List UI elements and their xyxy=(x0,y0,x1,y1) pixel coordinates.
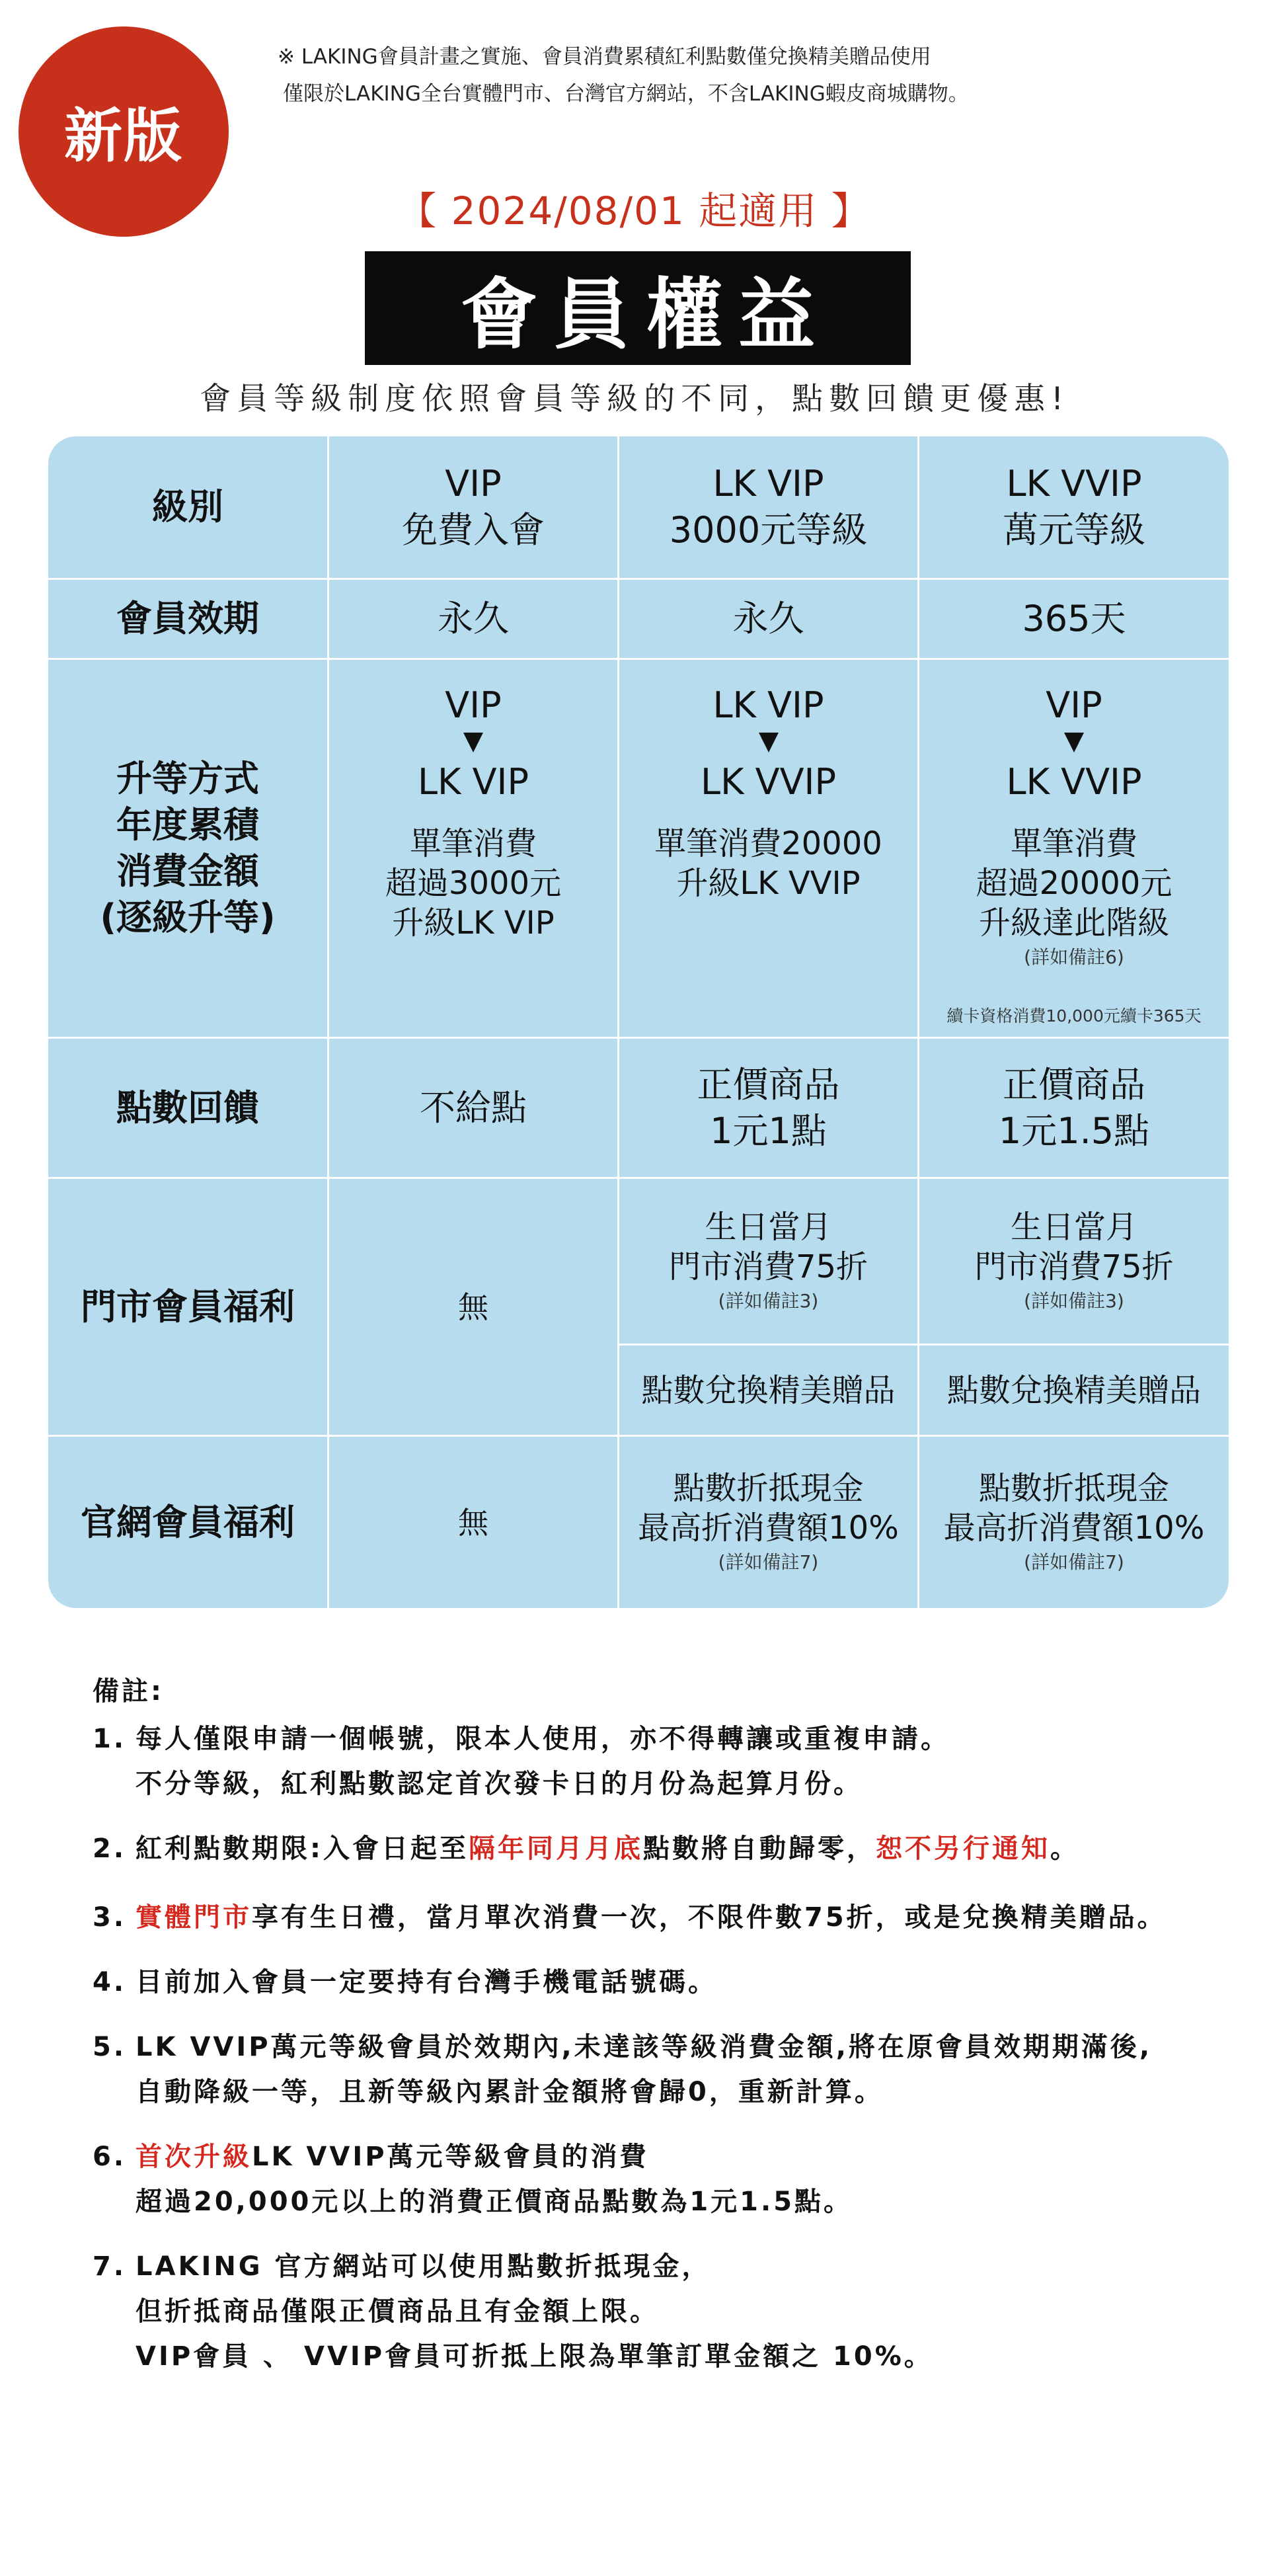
web-vip xyxy=(329,1437,617,1608)
note-number: 2. xyxy=(93,1833,127,1864)
web-lkvip xyxy=(619,1437,917,1608)
store-lkvvip-note: (詳如備註3) xyxy=(1024,1289,1124,1312)
note-7-line-2: 但折抵商品僅限正價商品且有金額上限。 xyxy=(135,2296,659,2327)
row-label-level xyxy=(48,436,327,578)
store-lkvvip-gift xyxy=(919,1346,1229,1435)
upgrade-lkvip-desc-2: 升級LK VVIP xyxy=(676,865,861,902)
upgrade-lkvvip-to: LK VVIP xyxy=(1006,761,1142,803)
header-lkvip xyxy=(619,436,917,578)
note-number: 3. xyxy=(93,1902,127,1933)
note-6-line-1 xyxy=(93,2134,1229,2179)
store-vip-value: 無 xyxy=(458,1289,488,1325)
row-label-web xyxy=(48,1437,327,1608)
row-label-validity xyxy=(48,580,327,658)
note-6-highlight: 首次升級 xyxy=(135,2142,252,2172)
header-lkvip-name: LK VIP xyxy=(712,463,824,504)
upgrade-lkvip-from: LK VIP xyxy=(712,684,824,726)
header-lkvvip-desc: 萬元等級 xyxy=(1003,509,1145,551)
note-2-part-e: 。 xyxy=(1050,1833,1079,1864)
note-3 xyxy=(93,1895,1229,1940)
validity-vip-value: 永久 xyxy=(438,598,509,639)
validity-lkvip xyxy=(619,580,917,658)
upgrade-lkvvip xyxy=(919,660,1229,1037)
note-6-line-2: 超過20,000元以上的消費正價商品點數為1元1.5點。 xyxy=(135,2187,853,2217)
upgrade-lkvvip-desc-2: 超過20000元 xyxy=(976,865,1173,902)
note-1-line-1: 每人僅限申請一個帳號，限本人使用，亦不得轉讓或重複申請。 xyxy=(135,1724,950,1754)
web-lkvvip-line-1: 點數折抵現金 xyxy=(978,1469,1169,1507)
web-lkvvip-note: (詳如備註7) xyxy=(1024,1550,1124,1573)
header-lkvvip xyxy=(919,436,1229,578)
upgrade-vip-desc-3: 升級LK VIP xyxy=(392,905,555,942)
store-lkvip-note: (詳如備註3) xyxy=(718,1289,819,1312)
upgrade-vip-to: LK VIP xyxy=(417,761,529,803)
page-title-box xyxy=(365,251,911,365)
note-3-highlight: 實體門市 xyxy=(135,1902,252,1933)
upgrade-label-3: 消費金額 xyxy=(116,850,259,892)
store-lkvvip xyxy=(919,1179,1229,1344)
note-3-part-b: 享有生日禮，當月單次消費一次，不限件數75折，或是兌換精美贈品。 xyxy=(252,1902,1167,1933)
validity-lkvip-value: 永久 xyxy=(732,598,804,639)
note-2 xyxy=(93,1826,1229,1871)
note-number: 4. xyxy=(93,1967,127,1997)
renew-note: 續卡資格消費10,000元續卡365天 xyxy=(946,1006,1202,1026)
upgrade-lkvvip-desc-1: 單筆消費 xyxy=(1010,825,1137,862)
web-lkvip-line-1: 點數折抵現金 xyxy=(673,1469,864,1507)
upgrade-vip-desc-2: 超過3000元 xyxy=(385,865,562,902)
store-vip xyxy=(329,1179,617,1435)
points-lkvvip-line-2: 1元1.5點 xyxy=(998,1109,1150,1152)
note-1 xyxy=(93,1716,1229,1806)
upgrade-vip xyxy=(329,660,617,1037)
web-lkvvip xyxy=(919,1437,1229,1608)
note-1-line-2: 不分等級，紅利點數認定首次發卡日的月份為起算月份。 xyxy=(135,1769,863,1799)
header-vip-name: VIP xyxy=(445,463,502,504)
note-2-line-1 xyxy=(93,1826,1229,1871)
row-label-points xyxy=(48,1039,327,1177)
upgrade-lkvvip-from: VIP xyxy=(1046,684,1102,726)
header-vip xyxy=(329,436,617,578)
store-lkvvip-line-2: 門市消費75折 xyxy=(974,1248,1174,1285)
web-vip-value: 無 xyxy=(458,1504,488,1541)
store-label: 門市會員福利 xyxy=(81,1285,295,1328)
note-4-line-1: 目前加入會員一定要持有台灣手機電話號碼。 xyxy=(135,1967,717,1997)
points-label: 點數回饋 xyxy=(116,1086,259,1129)
web-lkvip-line-2: 最高折消費額10% xyxy=(638,1509,899,1547)
membership-table xyxy=(48,436,1229,1608)
arrow-down-icon xyxy=(1064,733,1084,752)
note-6-part-b: LK VVIP萬元等級會員的消費 xyxy=(252,2142,649,2172)
note-number: 7. xyxy=(93,2251,127,2282)
store-lkvip-line-2: 門市消費75折 xyxy=(668,1248,868,1285)
note-6 xyxy=(93,2134,1229,2224)
note-2-highlight-b: 隔年同月月底 xyxy=(469,1833,643,1864)
level-label: 級別 xyxy=(152,486,223,528)
top-note-line-1: ※ LAKING會員計畫之實施、會員消費累積紅利點數僅兌換精美贈品使用 xyxy=(278,45,931,69)
arrow-down-icon xyxy=(759,733,779,752)
note-3-line-1 xyxy=(93,1895,1229,1940)
points-vip-value: 不給點 xyxy=(420,1086,527,1129)
row-label-upgrade xyxy=(48,660,327,1037)
note-2-part-c: 點數將自動歸零， xyxy=(643,1833,876,1864)
header-vip-desc: 免費入會 xyxy=(402,509,545,551)
points-lkvip xyxy=(619,1039,917,1177)
upgrade-lkvvip-note: (詳如備註6) xyxy=(1024,946,1124,968)
store-lkvip xyxy=(619,1179,917,1344)
upgrade-lkvip-to: LK VVIP xyxy=(700,761,837,803)
note-7-line-3: VIP會員 、 VVIP會員可折抵上限為單筆訂單金額之 10%。 xyxy=(135,2341,933,2372)
upgrade-vip-desc-1: 單筆消費 xyxy=(409,825,537,862)
header-lkvvip-name: LK VVIP xyxy=(1006,463,1142,504)
upgrade-lkvvip-desc-3: 升級達此階級 xyxy=(978,905,1169,942)
effective-date: 【 2024/08/01 起適用 】 xyxy=(398,188,871,233)
store-lkvip-line-1: 生日當月 xyxy=(705,1208,832,1246)
store-lkvvip-line-1: 生日當月 xyxy=(1010,1208,1137,1246)
web-lkvvip-line-2: 最高折消費額10% xyxy=(943,1509,1205,1547)
note-5 xyxy=(93,2025,1229,2114)
badge-label: 新版 xyxy=(63,102,183,170)
note-number: 1. xyxy=(93,1724,127,1754)
top-notes xyxy=(278,38,1243,112)
page-subtitle: 會員等級制度依照會員等級的不同，點數回饋更優惠! xyxy=(200,381,1069,417)
upgrade-label-2: 年度累積 xyxy=(116,804,259,846)
note-7 xyxy=(93,2244,1229,2379)
note-7-line-1: LAKING 官方網站可以使用點數折抵現金， xyxy=(135,2251,711,2282)
web-lkvip-note: (詳如備註7) xyxy=(718,1550,819,1573)
points-lkvvip xyxy=(919,1039,1229,1177)
note-2-part-a: 紅利點數期限:入會日起至 xyxy=(135,1833,469,1864)
store-lkvvip-gift-text: 點數兌換精美贈品 xyxy=(946,1371,1201,1409)
validity-label: 會員效期 xyxy=(116,598,259,639)
header-lkvip-desc: 3000元等級 xyxy=(669,509,868,551)
upgrade-label-1: 升等方式 xyxy=(116,758,259,799)
row-label-store xyxy=(48,1179,327,1435)
note-4 xyxy=(93,1960,1229,2005)
note-number: 5. xyxy=(93,2032,127,2062)
note-2-highlight-d: 恕不另行通知 xyxy=(876,1833,1050,1864)
upgrade-lkvip xyxy=(619,660,917,1037)
store-lkvip-gift-text: 點數兌換精美贈品 xyxy=(641,1371,896,1409)
notes-heading: 備註: xyxy=(93,1676,164,1707)
validity-lkvvip-value: 365天 xyxy=(1022,598,1126,639)
arrow-down-icon xyxy=(463,733,483,752)
points-lkvip-line-1: 正價商品 xyxy=(697,1063,840,1106)
points-vip xyxy=(329,1039,617,1177)
note-number: 6. xyxy=(93,2142,127,2172)
validity-lkvvip xyxy=(919,580,1229,658)
validity-vip xyxy=(329,580,617,658)
upgrade-lkvip-desc-1: 單筆消費20000 xyxy=(654,825,882,862)
top-note-line-2: 僅限於LAKING全台實體門市、台灣官方網站，不含LAKING蝦皮商城購物。 xyxy=(283,82,969,106)
page-title: 會員權益 xyxy=(461,270,831,360)
store-lkvip-gift xyxy=(619,1346,917,1435)
upgrade-vip-from: VIP xyxy=(445,684,502,726)
note-5-line-1: LK VVIP萬元等級會員於效期內,未達該等級消費金額,將在原會員效期期滿後, xyxy=(135,2032,1153,2062)
points-lkvvip-line-1: 正價商品 xyxy=(1003,1063,1145,1106)
web-label: 官網會員福利 xyxy=(81,1501,295,1543)
points-lkvip-line-2: 1元1點 xyxy=(710,1109,827,1152)
notes-section xyxy=(93,1671,1229,2379)
upgrade-label-4: (逐級升等) xyxy=(100,897,276,938)
note-5-line-2: 自動降級一等，且新等級內累計金額將會歸0，重新計算。 xyxy=(135,2077,884,2107)
